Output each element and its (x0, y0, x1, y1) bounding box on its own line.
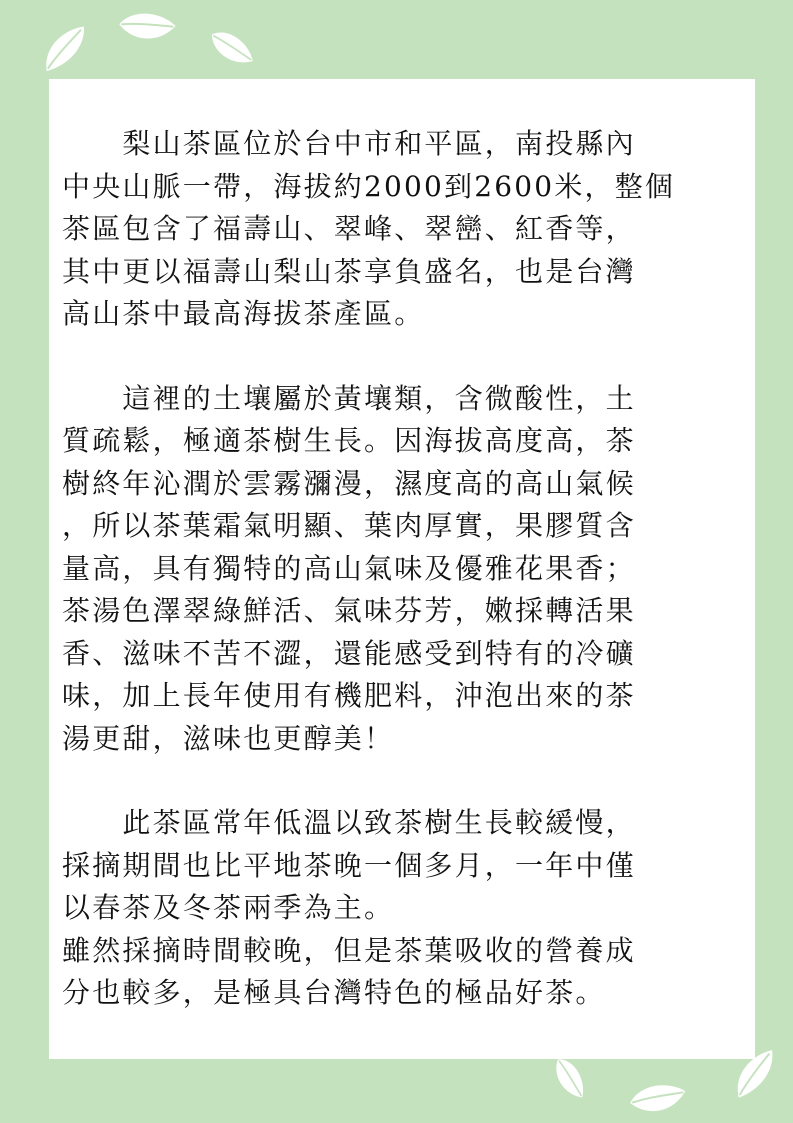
leaf-icon (114, 4, 181, 52)
paragraph-soil-climate: 這裡的土壤屬於黃壤類，含微酸性，土 質疏鬆，極適茶樹生長。因海拔高度高，茶 樹終年沁潤於雲霧瀰漫，濕度高的高山氣候 ，所以茶葉霜氣明顯、葉肉厚實，果膠質含 量高，具有獨特的高山氣味及優雅花果香； 茶湯色澤翠綠鮮活、氣味芬芳，嫩採轉活果 香、滋味不苦不澀，還能感受到特有的冷礦 味，加上長年使用有機肥料，沖泡出來的茶 湯更甜，滋味也更醇美！ (62, 381, 636, 755)
leaf-icon (196, 14, 265, 81)
leaf-icon (624, 1077, 692, 1123)
content-card (49, 79, 755, 1059)
paragraph-harvest: 此茶區常年低溫以致茶樹生長較緩慢， 採摘期間也比平地茶晚一個多月，一年中僅 以春茶及冬茶兩季為主。 雖然採摘時間較晚，但是茶葉吸收的營養成 分也較多，是極具台灣特色的極品好茶。 (62, 806, 636, 1009)
paragraph-region-intro: 梨山茶區位於台中市和平區，南投縣內 中央山脈一帶，海拔約2000到2600米，整個 茶區包含了福壽山、翠峰、翠巒、紅香等， 其中更以福壽山梨山茶享負盛名，也是台灣 高山茶中最高海拔茶產區。 (62, 127, 676, 330)
leaf-icon (31, 19, 99, 76)
